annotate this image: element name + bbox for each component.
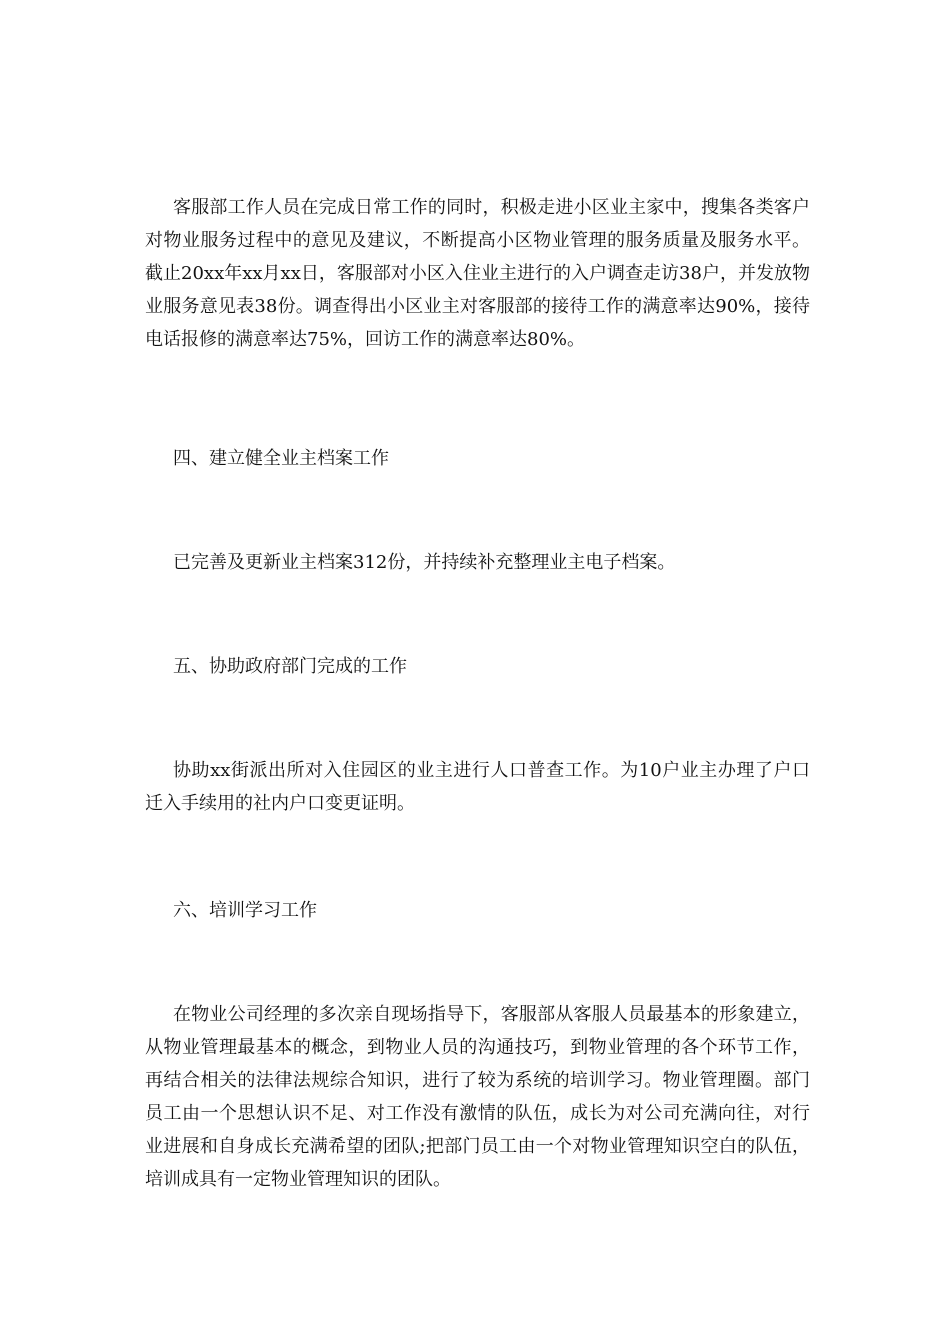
- paragraph-customer-service-survey: 客服部工作人员在完成日常工作的同时，积极走进小区业主家中，搜集各类客户对物业服务过程中的意见及建议，不断提高小区物业管理的服务质量及服务水平。截止20xx年xx月xx日，客服部对小区入住业主进行的入户调查走访38户，并发放物业服务意见表38份。调查得出小区业主对客服部的接待工作的满意率达90%，接待电话报修的满意率达75%，回访工作的满意率达80%。: [145, 197, 810, 350]
- paragraph-owner-archives: 已完善及更新业主档案312份，并持续补充整理业主电子档案。: [173, 552, 676, 573]
- paragraph-government-assistance: 协助xx街派出所对入住园区的业主进行人口普查工作。为10户业主办理了户口迁入手续用的社内户口变更证明。: [145, 760, 810, 814]
- heading-government-assistance: 五、协助政府部门完成的工作: [173, 656, 407, 677]
- heading-owner-archives: 四、建立健全业主档案工作: [173, 448, 389, 469]
- heading-training: 六、培训学习工作: [173, 900, 317, 921]
- paragraph-training: 在物业公司经理的多次亲自现场指导下，客服部从客服人员最基本的形象建立，从物业管理最基本的概念，到物业人员的沟通技巧，到物业管理的各个环节工作，再结合相关的法律法规综合知识，进行了较为系统的培训学习。物业管理圈。部门员工由一个思想认识不足、对工作没有激情的队伍，成长为对公司充满向往，对行业进展和自身成长充满希望的团队;把部门员工由一个对物业管理知识空白的队伍，培训成具有一定物业管理知识的团队。: [145, 1004, 810, 1190]
